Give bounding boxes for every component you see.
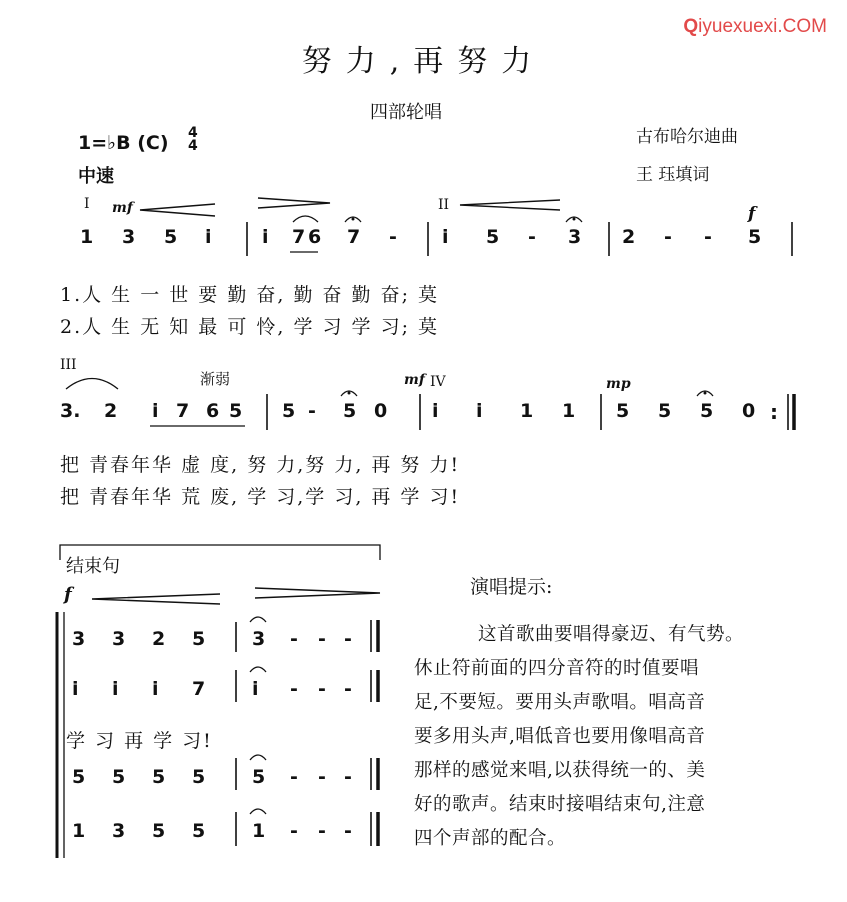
lyric-line-4: 把 青春年华 荒 废, 学 习,学 习, 再 学 习! [60, 486, 461, 508]
note: i [152, 400, 159, 422]
note: 5 [748, 226, 762, 248]
time-signature: 4 4 [188, 125, 198, 154]
note: 1 [562, 400, 576, 422]
dynamic-mp: mp [606, 376, 631, 392]
note: 7 [176, 400, 190, 422]
dynamic-mf-2: mf [404, 372, 425, 388]
note: 2 [622, 226, 636, 248]
note: 3 [568, 226, 582, 248]
note: - [318, 766, 326, 788]
song-subtitle: 四部轮唱 [370, 102, 442, 123]
tips-line: 这首歌曲要唱得豪迈、有气势。 [478, 624, 745, 645]
note: i [72, 678, 79, 700]
site-watermark: Qiyuexuexi.COM [683, 16, 827, 37]
note: - [344, 628, 352, 650]
note: 5 [112, 766, 126, 788]
lyric-line-3: 把 青春年华 虚 度, 努 力,努 力, 再 努 力! [60, 454, 461, 476]
tips-line: 要多用头声,唱低音也要用像唱高音 [414, 726, 706, 747]
note: 5 [229, 400, 243, 422]
note: 5 [658, 400, 672, 422]
note: 3 [252, 628, 266, 650]
note: - [290, 678, 298, 700]
lyric-line-2: 2.人 生 无 知 最 可 怜, 学 习 学 习; 莫 [60, 316, 440, 338]
tips-line: 四个声部的配合。 [414, 828, 567, 849]
note: i [205, 226, 212, 248]
tips-line: 那样的感觉来唱,以获得统一的、美 [414, 760, 706, 781]
tips-line: 好的歌声。结束时接唱结束句,注意 [414, 794, 706, 815]
note: 7 [192, 678, 206, 700]
song-title: 努力,再努力 [301, 44, 546, 79]
note: 3. [60, 400, 81, 422]
note: - [344, 820, 352, 842]
note: 1 [80, 226, 94, 248]
note: i [252, 678, 259, 700]
note: - [664, 226, 672, 248]
note: 3 [112, 628, 126, 650]
part-label-1: I [84, 196, 90, 212]
tips-line: 足,不要短。要用头声歌唱。唱高音 [414, 692, 706, 713]
note: 5 [252, 766, 266, 788]
note: 5 [72, 766, 86, 788]
note: 7 [347, 226, 361, 248]
note: 1 [72, 820, 86, 842]
note: - [318, 820, 326, 842]
note: - [389, 226, 397, 248]
note: - [344, 766, 352, 788]
part-label-4: IV [430, 374, 446, 390]
note: 5 [486, 226, 500, 248]
note: 6 [308, 226, 322, 248]
note: 3 [112, 820, 126, 842]
note: 5 [700, 400, 714, 422]
lyricist-credit: 王 珏填词 [636, 165, 710, 185]
note: - [290, 820, 298, 842]
note: - [318, 628, 326, 650]
note: i [262, 226, 269, 248]
note: 2 [152, 628, 166, 650]
dynamic-jianruo: 渐弱 [200, 370, 231, 388]
note: i [442, 226, 449, 248]
composer-credit: 古布哈尔迪曲 [636, 127, 738, 147]
note: 5 [164, 226, 178, 248]
note: 5 [343, 400, 357, 422]
dynamic-mf-1: mf [112, 200, 133, 216]
note: 6 [206, 400, 220, 422]
ending-label: 结束句 [66, 556, 120, 577]
tips-line: 休止符前面的四分音符的时值要唱 [414, 658, 700, 679]
lyric-line-1: 1.人 生 一 世 要 勤 奋, 勤 奋 勤 奋; 莫 [60, 284, 440, 306]
note: 2 [104, 400, 118, 422]
note: 5 [152, 820, 166, 842]
note: 7 [292, 226, 306, 248]
note: 5 [192, 628, 206, 650]
note: - [318, 678, 326, 700]
note: 1 [252, 820, 266, 842]
note: 0 [742, 400, 756, 422]
note: 5 [192, 820, 206, 842]
repeat-sign: : [770, 400, 778, 424]
dynamic-f-2: f [64, 584, 72, 605]
note: i [152, 678, 159, 700]
dynamic-f-1: f [748, 204, 756, 224]
note: - [704, 226, 712, 248]
tempo-marking: 中速 [78, 166, 114, 187]
note: 1 [520, 400, 534, 422]
note: 0 [374, 400, 388, 422]
note: - [290, 766, 298, 788]
note: - [308, 400, 316, 422]
note: 5 [282, 400, 296, 422]
note: i [112, 678, 119, 700]
note: 5 [616, 400, 630, 422]
note: 5 [192, 766, 206, 788]
part-label-3: III [60, 357, 77, 373]
tips-title: 演唱提示: [470, 576, 553, 598]
note: - [528, 226, 536, 248]
ending-lyric: 学 习 再 学 习! [66, 730, 213, 752]
key-signature: 1=♭B (C) [78, 132, 169, 154]
note: i [476, 400, 483, 422]
note: - [344, 678, 352, 700]
note: - [290, 628, 298, 650]
note: i [432, 400, 439, 422]
note: 3 [72, 628, 86, 650]
note: 3 [122, 226, 136, 248]
note: 5 [152, 766, 166, 788]
part-label-2: II [438, 197, 450, 213]
